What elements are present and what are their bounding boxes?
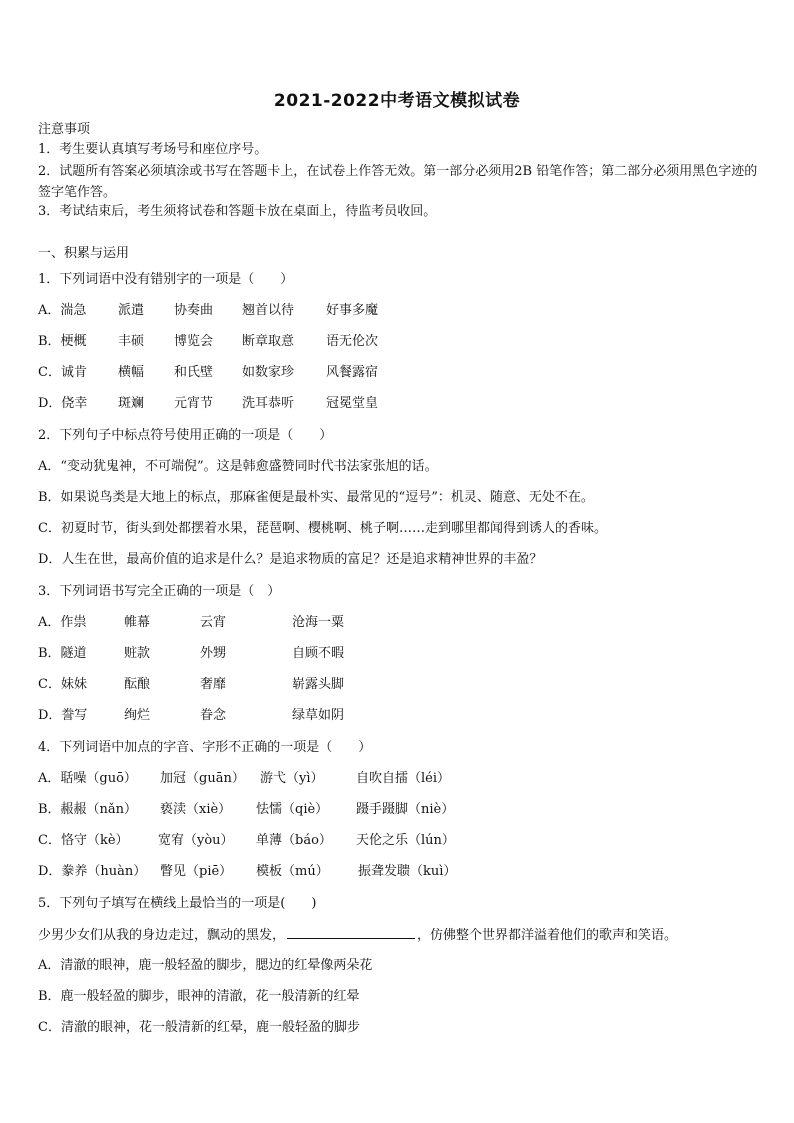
notice-item-1: 1．考生要认真填写考场号和座位序号。	[38, 142, 268, 157]
q2-option-b: B．如果说鸟类是大地上的标点，那麻雀便是最朴实、最常见的“逗号”：机灵、随意、无处不在。	[38, 490, 594, 505]
q1-option-a: A．湍急 派遣 协奏曲 翘首以待 好事多魔	[38, 303, 379, 318]
q2-option-c: C．初夏时节，街头到处都摆着水果，琵琶啊、樱桃啊、桃子啊……走到哪里都闻得到诱人的香味。	[38, 521, 607, 536]
q5-sentence-after: ，仿佛整个世界都洋溢着他们的歌声和笑语。	[417, 928, 678, 943]
q5-option-c: C．清澈的眼神，花一般清新的红晕，鹿一般轻盈的脚步	[38, 1020, 360, 1035]
notice-item-2: 2．试题所有答案必须填涂或书写在答题卡上，在试卷上作答无效。第一部分必须用2B 铅笔作答；第二部分必须用黑色字迹的签字笔作答。	[38, 164, 758, 200]
q4-option-d: D．豢养（huàn） 瞥见（piē） 模板（mú） 振聋发聩（kuì）	[38, 864, 457, 879]
q5-sentence-before: 少男少女们从我的身边走过，飘动的黑发，	[38, 928, 286, 943]
q2-stem: 2．下列句子中标点符号使用正确的一项是（ ）	[38, 428, 333, 443]
q3-option-d: D．誊写 绚烂 眷念 绿草如阴	[38, 708, 345, 723]
q4-option-b: B．赧赧（nǎn） 亵渎（xiè） 怯懦（qiè） 蹑手蹑脚（niè）	[38, 802, 455, 817]
q5-sentence	[38, 926, 677, 945]
q1-option-d: D．侥幸 斑斓 元宵节 洗耳恭听 冠冕堂皇	[38, 396, 379, 411]
notice-heading: 注意事项	[38, 122, 91, 137]
q1-stem: 1．下列词语中没有错别字的一项是（ ）	[38, 272, 294, 287]
q4-stem: 4．下列词语中加点的字音、字形不正确的一项是（ ）	[38, 740, 372, 755]
notice-item-3: 3．考试结束后，考生须将试卷和答题卡放在桌面上，待监考员收回。	[38, 204, 437, 219]
q3-option-c: C．妹妹 酝酿 奢靡 崭露头脚	[38, 677, 345, 692]
q5-option-a: A．清澈的眼神，鹿一般轻盈的脚步，腮边的红晕像两朵花	[38, 958, 373, 973]
q1-option-c: C．诚肯 横幅 和氏壁 如数家珍 风餐露宿	[38, 365, 379, 380]
q4-option-c: C．恪守（kè） 宽宥（yòu） 单薄（báo） 天伦之乐（lún）	[38, 833, 455, 848]
q5-option-b: B．鹿一般轻盈的脚步，眼神的清澈，花一般清新的红晕	[38, 989, 360, 1004]
q3-option-b: B．隧道 赃款 外甥 自顾不暇	[38, 646, 345, 661]
q5-stem: 5．下列句子填写在横线上最恰当的一项是( )	[38, 896, 317, 911]
q4-option-a: A．聒噪（guō） 加冠（guān） 游弋（yì） 自吹自擂（léi）	[38, 771, 451, 786]
q2-option-a: A．“变动犹鬼神，不可端倪”。这是韩愈盛赞同时代书法家张旭的话。	[38, 459, 438, 474]
q5-answer-blank	[287, 926, 415, 939]
page-title: 2021-2022中考语文模拟试卷	[273, 91, 521, 111]
section-heading: 一、积累与运用	[38, 246, 130, 261]
q2-option-d: D．人生在世，最高价值的追求是什么？是追求物质的富足？还是追求精神世界的丰盈？	[38, 552, 543, 567]
q1-option-b: B．梗概 丰硕 博览会 断章取意 语无伦次	[38, 334, 379, 349]
q3-stem: 3．下列词语书写完全正确的一项是（ ）	[38, 584, 281, 599]
q3-option-a: A．作祟 帷幕 云宵 沧海一粟	[38, 615, 345, 630]
